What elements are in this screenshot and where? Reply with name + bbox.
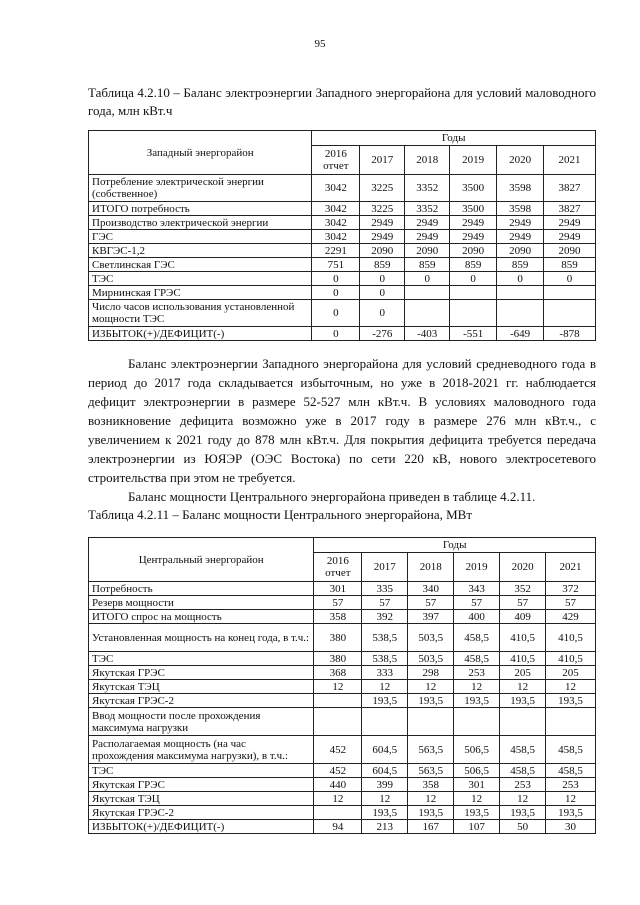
year-header: 2016 отчет xyxy=(312,146,360,175)
table-cell: 50 xyxy=(500,820,546,834)
table-cell: 57 xyxy=(362,596,408,610)
table-cell: 0 xyxy=(360,272,405,286)
table-cell: 193,5 xyxy=(454,694,500,708)
table-cell: 301 xyxy=(454,778,500,792)
table-row xyxy=(89,286,596,300)
table-cell: 409 xyxy=(500,610,546,624)
table-cell: 859 xyxy=(360,258,405,272)
table-cell: 538,5 xyxy=(362,652,408,666)
table-cell: 2949 xyxy=(360,230,405,244)
table-cell: 340 xyxy=(408,582,454,596)
table-cell: 12 xyxy=(546,680,596,694)
table-cell: 3598 xyxy=(497,202,544,216)
table-4-2-11 xyxy=(88,537,596,834)
table-cell xyxy=(497,286,544,300)
table-cell: 604,5 xyxy=(362,736,408,764)
table-cell xyxy=(454,708,500,736)
row-label: Число часов использования установленной мощности ТЭС xyxy=(89,300,312,327)
table-cell: 0 xyxy=(312,300,360,327)
row-label: Потребность xyxy=(89,582,314,596)
table-cell: 253 xyxy=(500,778,546,792)
table-row xyxy=(89,258,596,272)
table-cell: 0 xyxy=(497,272,544,286)
table-cell: 410,5 xyxy=(546,624,596,652)
table-row xyxy=(89,272,596,286)
table-cell: 3500 xyxy=(450,202,497,216)
row-label: Светлинская ГЭС xyxy=(89,258,312,272)
table-cell: 30 xyxy=(546,820,596,834)
year-header: 2019 xyxy=(454,553,500,582)
table-cell: 2949 xyxy=(497,230,544,244)
table-cell: 193,5 xyxy=(500,694,546,708)
row-label: ГЭС xyxy=(89,230,312,244)
table-cell: 253 xyxy=(546,778,596,792)
table-cell: 399 xyxy=(362,778,408,792)
table-cell: 3042 xyxy=(312,216,360,230)
row-label: ИТОГО спрос на мощность xyxy=(89,610,314,624)
table-row xyxy=(89,778,596,792)
row-label: ТЭС xyxy=(89,272,312,286)
table-cell xyxy=(500,708,546,736)
row-label: Производство электрической энергии xyxy=(89,216,312,230)
table-row xyxy=(89,610,596,624)
table-cell: 604,5 xyxy=(362,764,408,778)
table-cell: 458,5 xyxy=(500,736,546,764)
table-4-2-10 xyxy=(88,130,596,341)
table-row xyxy=(89,708,596,736)
row-label: Якутская ГРЭС xyxy=(89,666,314,680)
table-cell: 503,5 xyxy=(408,624,454,652)
table-cell xyxy=(314,694,362,708)
table-cell: 0 xyxy=(544,272,596,286)
table-row xyxy=(89,244,596,258)
table-row xyxy=(89,764,596,778)
table-cell xyxy=(497,300,544,327)
table-cell: 538,5 xyxy=(362,624,408,652)
row-label: ИЗБЫТОК(+)/ДЕФИЦИТ(-) xyxy=(89,820,314,834)
page-number: 95 xyxy=(314,38,326,50)
table-cell: 57 xyxy=(500,596,546,610)
table-cell: 0 xyxy=(450,272,497,286)
table-row xyxy=(89,820,596,834)
table-cell: 298 xyxy=(408,666,454,680)
table-row xyxy=(89,175,596,202)
table-cell: 107 xyxy=(454,820,500,834)
table-cell: 452 xyxy=(314,736,362,764)
year-header: 2017 xyxy=(362,553,408,582)
table-row xyxy=(89,806,596,820)
table-cell: 0 xyxy=(312,272,360,286)
table-cell: 205 xyxy=(546,666,596,680)
table-cell: 372 xyxy=(546,582,596,596)
row-label: Якутская ГРЭС xyxy=(89,778,314,792)
table-cell: 3598 xyxy=(497,175,544,202)
table-cell: 193,5 xyxy=(362,806,408,820)
table-cell: 193,5 xyxy=(454,806,500,820)
table-cell: 335 xyxy=(362,582,408,596)
table-cell: 563,5 xyxy=(408,764,454,778)
table-cell: 3042 xyxy=(312,175,360,202)
year-header: 2020 xyxy=(497,146,544,175)
table-cell: 458,5 xyxy=(454,624,500,652)
table-cell: -551 xyxy=(450,327,497,341)
table-cell: 0 xyxy=(312,286,360,300)
table-cell: 0 xyxy=(312,327,360,341)
table-cell: 2291 xyxy=(312,244,360,258)
table-cell: 3225 xyxy=(360,202,405,216)
table-cell: 2949 xyxy=(450,216,497,230)
table-cell: 2090 xyxy=(450,244,497,258)
table-cell: 2949 xyxy=(497,216,544,230)
row-label: КВГЭС-1,2 xyxy=(89,244,312,258)
table-cell: -878 xyxy=(544,327,596,341)
table-cell: 380 xyxy=(314,652,362,666)
table-cell: 3827 xyxy=(544,175,596,202)
table-cell xyxy=(450,300,497,327)
table-cell: -403 xyxy=(405,327,450,341)
table-row xyxy=(89,300,596,327)
paragraph: Баланс электроэнергии Западного энергорайона для условий средневодного года в период до 2017 года складывается избыточным, но уже в 2018-2021 гг. наблюдается дефицит электроэнергии в размере 52-527 млн кВт.ч. В условиях маловодного года возникновение дефицита возможно уже в 2017 году в размере 276 млн кВт.ч., с увеличением к 2021 году до 878 млн кВт.ч. Для покрытия дефицита требуется передача электроэнергии из ЮЯЭР (ОЭС Востока) по сети 220 кВ, нового электросетевого строительства при этом не требуется. xyxy=(88,356,596,485)
row-label: ТЭС xyxy=(89,764,314,778)
table-row xyxy=(89,202,596,216)
table-cell: 333 xyxy=(362,666,408,680)
table-cell xyxy=(405,286,450,300)
table-cell: 205 xyxy=(500,666,546,680)
table-cell: 3352 xyxy=(405,175,450,202)
table-cell xyxy=(362,708,408,736)
table-cell: 12 xyxy=(362,792,408,806)
body-text xyxy=(88,354,596,506)
table-cell: 12 xyxy=(408,680,454,694)
table-cell: 2090 xyxy=(360,244,405,258)
table-cell xyxy=(314,708,362,736)
table-cell: 859 xyxy=(405,258,450,272)
row-label: Якутская ГРЭС-2 xyxy=(89,694,314,708)
row-label: ТЭС xyxy=(89,652,314,666)
table-cell: 12 xyxy=(314,792,362,806)
year-header: 2018 xyxy=(405,146,450,175)
row-label: ИЗБЫТОК(+)/ДЕФИЦИТ(-) xyxy=(89,327,312,341)
table-cell: 3042 xyxy=(312,202,360,216)
table-cell: 503,5 xyxy=(408,652,454,666)
table-cell: -649 xyxy=(497,327,544,341)
table-row xyxy=(89,624,596,652)
table-row xyxy=(89,680,596,694)
row-label: Ввод мощности после прохождения максимума нагрузки xyxy=(89,708,314,736)
table-row xyxy=(89,327,596,341)
table-cell: 751 xyxy=(312,258,360,272)
row-label: Располагаемая мощность (на час прохождения максимума нагрузки), в т.ч.: xyxy=(89,736,314,764)
table-corner-header: Центральный энергорайон xyxy=(89,538,314,582)
table-cell: 3827 xyxy=(544,202,596,216)
year-header: 2018 xyxy=(408,553,454,582)
table-cell: 859 xyxy=(544,258,596,272)
table-cell: 358 xyxy=(408,778,454,792)
table-cell: 410,5 xyxy=(500,652,546,666)
table-cell: 506,5 xyxy=(454,764,500,778)
table-row xyxy=(89,694,596,708)
table-cell: 2949 xyxy=(405,216,450,230)
years-group-header: Годы xyxy=(314,538,596,553)
table-body xyxy=(89,582,596,834)
table-body xyxy=(89,175,596,341)
table-cell: 343 xyxy=(454,582,500,596)
table-cell: 458,5 xyxy=(546,736,596,764)
table-cell xyxy=(314,806,362,820)
table-row xyxy=(89,216,596,230)
table-cell: 57 xyxy=(546,596,596,610)
table-cell: 301 xyxy=(314,582,362,596)
row-label: ИТОГО потребность xyxy=(89,202,312,216)
table-cell: 193,5 xyxy=(408,694,454,708)
row-label: Потребление электрической энергии (собственное) xyxy=(89,175,312,202)
year-header: 2017 xyxy=(360,146,405,175)
table-cell: 352 xyxy=(500,582,546,596)
table-cell: 12 xyxy=(454,792,500,806)
table-cell: 57 xyxy=(314,596,362,610)
table-cell: 859 xyxy=(497,258,544,272)
table-cell: 392 xyxy=(362,610,408,624)
table-cell xyxy=(544,300,596,327)
table-cell: 12 xyxy=(362,680,408,694)
table-cell: 429 xyxy=(546,610,596,624)
table-cell: 2949 xyxy=(360,216,405,230)
table-cell: 3225 xyxy=(360,175,405,202)
table-cell: 94 xyxy=(314,820,362,834)
paragraph: Баланс мощности Центрального энергорайона приведен в таблице 4.2.11. xyxy=(128,489,536,504)
table-cell: 193,5 xyxy=(362,694,408,708)
table-cell: 57 xyxy=(454,596,500,610)
table-cell: 0 xyxy=(360,300,405,327)
table-cell: 458,5 xyxy=(500,764,546,778)
table-cell: 12 xyxy=(314,680,362,694)
table-cell: 2949 xyxy=(450,230,497,244)
table-row xyxy=(89,596,596,610)
table-cell: 410,5 xyxy=(500,624,546,652)
table-row xyxy=(89,582,596,596)
table-cell: 167 xyxy=(408,820,454,834)
years-group-header: Годы xyxy=(312,131,596,146)
table-cell: 410,5 xyxy=(546,652,596,666)
row-label: Резерв мощности xyxy=(89,596,314,610)
table-row xyxy=(89,736,596,764)
table-cell: 57 xyxy=(408,596,454,610)
table-cell: 12 xyxy=(500,792,546,806)
table-cell: 3042 xyxy=(312,230,360,244)
table-cell: 563,5 xyxy=(408,736,454,764)
table-cell: 12 xyxy=(454,680,500,694)
table-cell: 0 xyxy=(405,272,450,286)
year-header: 2020 xyxy=(500,553,546,582)
table-cell: 452 xyxy=(314,764,362,778)
table-cell: 859 xyxy=(450,258,497,272)
table-cell xyxy=(450,286,497,300)
table-cell: 12 xyxy=(408,792,454,806)
table-cell xyxy=(408,708,454,736)
table-cell: 193,5 xyxy=(408,806,454,820)
table-cell: 440 xyxy=(314,778,362,792)
table-cell: 253 xyxy=(454,666,500,680)
row-label: Мирнинская ГРЭС xyxy=(89,286,312,300)
table-row xyxy=(89,652,596,666)
table-cell: 458,5 xyxy=(454,652,500,666)
row-label: Якутская ГРЭС-2 xyxy=(89,806,314,820)
row-label: Якутская ТЭЦ xyxy=(89,680,314,694)
row-label: Якутская ТЭЦ xyxy=(89,792,314,806)
table-cell: 3352 xyxy=(405,202,450,216)
table-cell: 2949 xyxy=(544,230,596,244)
table-cell: 3500 xyxy=(450,175,497,202)
table-corner-header: Западный энергорайон xyxy=(89,131,312,175)
table-caption-4-2-11: Таблица 4.2.11 – Баланс мощности Центрального энергорайона, МВт xyxy=(88,507,473,522)
table-row xyxy=(89,792,596,806)
table-cell: 2090 xyxy=(497,244,544,258)
table-cell: 12 xyxy=(546,792,596,806)
table-cell: 193,5 xyxy=(500,806,546,820)
table-cell: 193,5 xyxy=(546,694,596,708)
table-cell: 12 xyxy=(500,680,546,694)
table-cell: 2090 xyxy=(405,244,450,258)
table-cell: 397 xyxy=(408,610,454,624)
year-header: 2021 xyxy=(544,146,596,175)
year-header: 2016 отчет xyxy=(314,553,362,582)
table-cell: 358 xyxy=(314,610,362,624)
table-cell: 0 xyxy=(360,286,405,300)
table-cell: 213 xyxy=(362,820,408,834)
year-header: 2019 xyxy=(450,146,497,175)
year-header: 2021 xyxy=(546,553,596,582)
table-cell xyxy=(405,300,450,327)
row-label: Установленная мощность на конец года, в т.ч.: xyxy=(89,624,314,652)
table-row xyxy=(89,666,596,680)
table-cell: 506,5 xyxy=(454,736,500,764)
table-cell: 2090 xyxy=(544,244,596,258)
table-cell: 368 xyxy=(314,666,362,680)
table-cell: 2949 xyxy=(544,216,596,230)
table-cell: 380 xyxy=(314,624,362,652)
table-cell: 400 xyxy=(454,610,500,624)
table-cell: 2949 xyxy=(405,230,450,244)
table-cell xyxy=(546,708,596,736)
table-cell: -276 xyxy=(360,327,405,341)
table-cell: 458,5 xyxy=(546,764,596,778)
table-cell: 193,5 xyxy=(546,806,596,820)
table-caption-4-2-10: Таблица 4.2.10 – Баланс электроэнергии Западного энергорайона для условий маловодного года, млн кВт.ч xyxy=(88,85,596,118)
table-cell xyxy=(544,286,596,300)
table-row xyxy=(89,230,596,244)
